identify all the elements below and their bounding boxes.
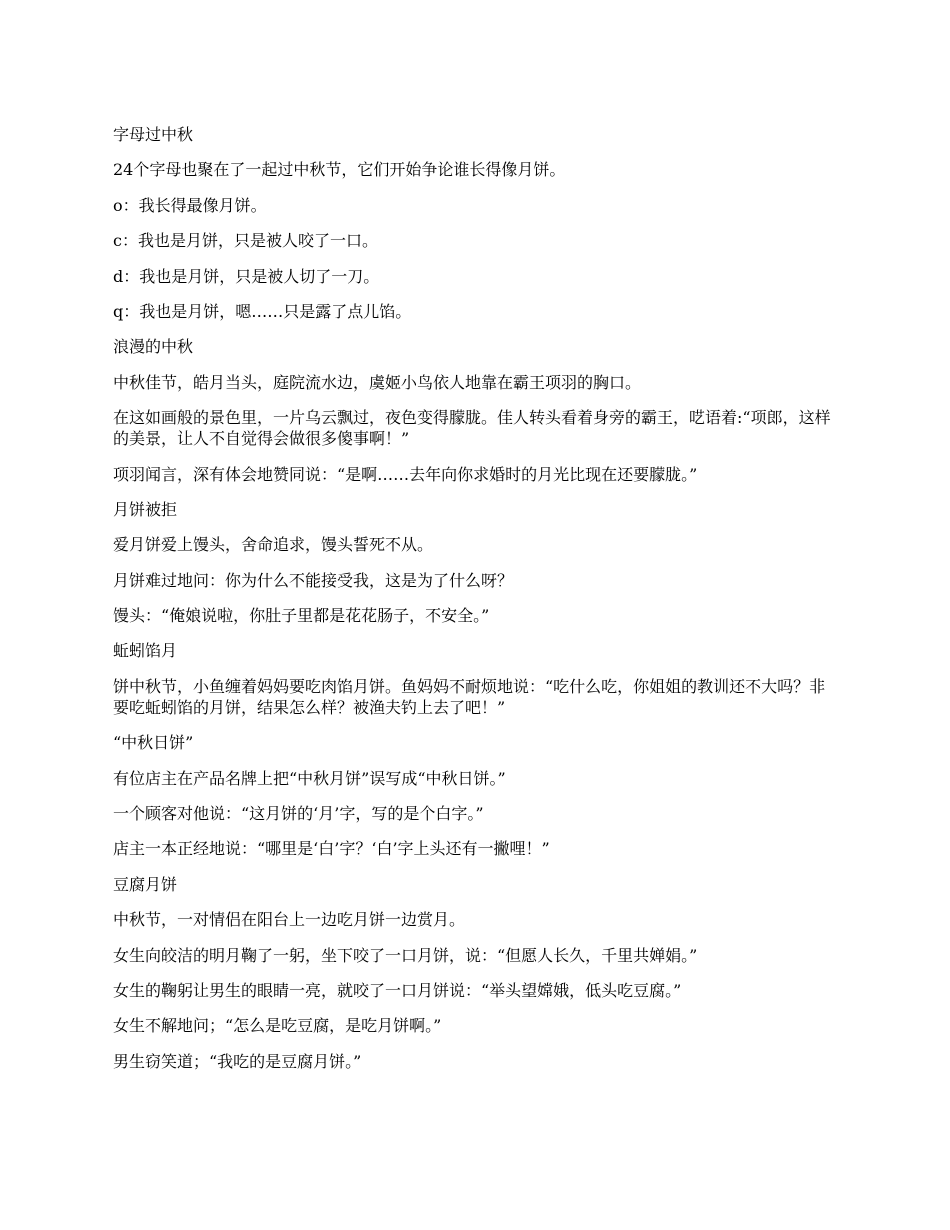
section-title: 蚯蚓馅月 [113, 641, 178, 661]
paragraph: o：我长得最像月饼。 [113, 195, 267, 215]
paragraph: 女生的鞠躬让男生的眼睛一亮，就咬了一口月饼说：“举头望嫦娥，低头吃豆腐。” [113, 980, 682, 1000]
section-title: 字母过中秋 [113, 125, 194, 144]
section-title: 月饼被拒 [113, 499, 178, 519]
paragraph: 在这如画般的景色里，一片乌云飘过，夜色变得朦胧。佳人转头看着身旁的霸王，呓语着:“项郎，这样的美景，让人不自觉得会做很多傻事啊！” [113, 408, 831, 449]
section-title: 浪漫的中秋 [113, 337, 194, 357]
paragraph: q：我也是月饼，嗯……只是露了点儿馅。 [113, 301, 412, 321]
paragraph: 有位店主在产品名牌上把“中秋月饼”误写成“中秋日饼。” [113, 768, 506, 788]
section-title: “中秋日饼” [113, 733, 194, 753]
document-page [113, 124, 833, 1086]
paragraph: 女生向皎洁的明月鞠了一躬，坐下咬了一口月饼，说：“但愿人长久，千里共婵娟。” [113, 945, 698, 965]
paragraph: 店主一本正经地说：“哪里是‘白’字？‘白’字上头还有一撇哩！” [113, 839, 550, 859]
paragraph: 中秋佳节，皓月当头，庭院流水边，虞姬小鸟依人地靠在霸王项羽的胸口。 [113, 372, 642, 392]
paragraph: d：我也是月饼，只是被人切了一刀。 [113, 266, 380, 286]
paragraph: 馒头：“俺娘说啦，你肚子里都是花花肠子，不安全。” [113, 606, 490, 626]
paragraph: 中秋节，一对情侣在阳台上一边吃月饼一边赏月。 [113, 910, 466, 930]
paragraph: 项羽闻言，深有体会地赞同说：“是啊……去年向你求婚时的月光比现在还要朦胧。” [113, 464, 698, 484]
paragraph: 饼中秋节，小鱼缠着妈妈要吃肉馅月饼。鱼妈妈不耐烦地说：“吃什么吃，你姐姐的教训还不大吗？非要吃蚯蚓馅的月饼，结果怎么样？被渔夫钓上去了吧！” [113, 676, 826, 717]
paragraph: 月饼难过地问：你为什么不能接受我，这是为了什么呀？ [113, 570, 514, 590]
paragraph: 男生窃笑道；“我吃的是豆腐月饼。” [113, 1051, 362, 1071]
paragraph: c：我也是月饼，只是被人咬了一口。 [113, 231, 378, 251]
paragraph: 爱月饼爱上馒头，舍命追求，馒头誓死不从。 [113, 535, 434, 555]
section-title: 豆腐月饼 [113, 874, 178, 894]
paragraph: 24个字母也聚在了一起过中秋节，它们开始争论谁长得像月饼。 [113, 160, 566, 180]
paragraph: 女生不解地问；“怎么是吃豆腐，是吃月饼啊。” [113, 1016, 442, 1036]
paragraph: 一个顾客对他说：“这月饼的‘月’字，写的是个白字。” [113, 804, 484, 824]
